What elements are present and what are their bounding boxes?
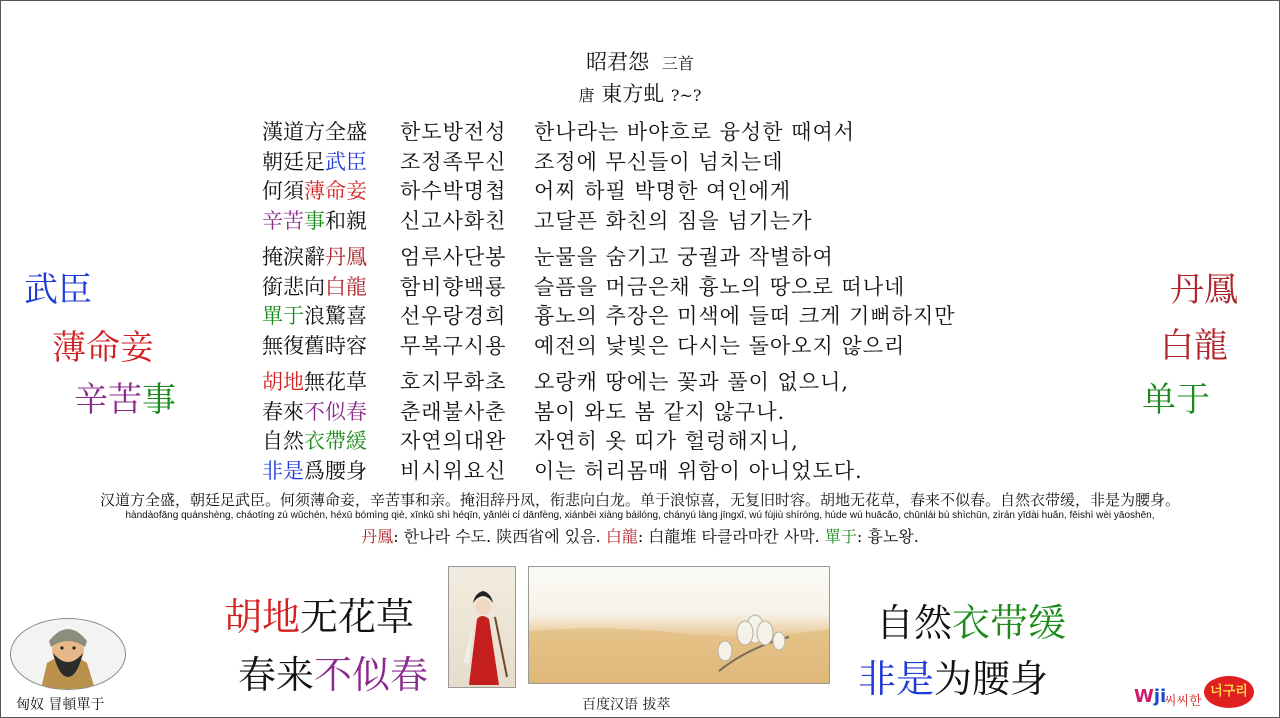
poem-translation: 눈물을 숨기고 궁궐과 작별하여 (534, 245, 834, 269)
poem-hanja-part: 何須 (262, 179, 304, 203)
left-word-ill-fated (52, 320, 154, 369)
poem-hanja (262, 148, 400, 178)
note-part: : 흉노왕. (856, 527, 919, 546)
big-right-line-1 (876, 592, 1066, 647)
poem-hanja-part: 不似春 (304, 399, 367, 424)
poem-body (262, 118, 1042, 486)
wang-zhaojun-painting (448, 566, 516, 688)
poem-line (262, 118, 1042, 148)
poem-hanja-part: 薄命妾 (304, 179, 367, 203)
poem-hanja (262, 332, 400, 362)
poem-hanja-part: 漢道方全盛 (262, 120, 367, 144)
note-part: 單于 (824, 527, 857, 546)
title-main: 昭君怨 (586, 50, 650, 74)
poem-hanja (262, 118, 400, 148)
poem-line (262, 332, 1042, 362)
images-caption: 百度汉语 拔萃 (582, 697, 671, 713)
poem-translation: 고달픈 화친의 짐을 넘기는가 (534, 208, 813, 233)
author-life: ?~? (670, 86, 702, 105)
poem-translation: 오랑캐 땅에는 꽃과 풀이 없으니, (534, 370, 850, 394)
poem-hanja-part: 白龍 (325, 274, 367, 299)
poem-translation: 어찌 하필 박명한 여인에게 (534, 179, 792, 203)
poem-hangul: 엄루사단봉 (400, 245, 507, 269)
poem-hanja (262, 207, 400, 237)
title-sub: 三首 (661, 54, 694, 73)
poem-line (262, 398, 1042, 428)
poem-line (262, 273, 1042, 303)
poem-translation: 이는 허리몸매 위함이 아니었도다. (534, 458, 863, 483)
poem-translation: 흉노의 추장은 미색에 들떠 크게 기뻐하지만 (534, 304, 956, 328)
left-word-part: 事 (142, 380, 176, 420)
poem-line (262, 457, 1042, 487)
poem-line (262, 148, 1042, 178)
left-word-military (24, 262, 92, 311)
big-left-line-2 (238, 644, 428, 699)
right-word-chanyu (1142, 372, 1210, 421)
poem-hanja-part: 事 (304, 208, 325, 233)
left-word-part: 薄命妾 (52, 328, 154, 368)
poem-hanja-part: 無復舊時容 (262, 333, 367, 358)
poem-hanja-part: 丹鳳 (325, 245, 367, 269)
poem-hangul: 춘래불사춘 (400, 399, 507, 424)
poem-hanja (262, 457, 400, 487)
poem-hanja-part: 銜悲向 (262, 274, 325, 299)
portrait-caption: 匈奴 冒頓單于 (16, 697, 105, 713)
poem-hangul: 선우랑경희 (400, 304, 507, 328)
note-part: 丹鳳 (361, 527, 394, 546)
poem-hanja-part: 浪驚喜 (304, 304, 367, 328)
notes-line (0, 524, 1280, 547)
poem-hanja-part: 掩淚辭 (262, 245, 325, 269)
big-left-part: 胡地 (224, 595, 301, 639)
poem-hanja-part: 自然 (262, 429, 304, 453)
logo-small-text: 씨씨한 (1164, 694, 1202, 709)
poem-line (262, 243, 1042, 273)
poem-translation: 자연히 옷 띠가 헐렁해지니, (534, 429, 799, 453)
note-part: : 한나라 수도. 陕西省에 있음. (393, 527, 606, 546)
poem-hanja (262, 302, 400, 332)
big-right-line-2 (858, 648, 1048, 703)
left-word-part: 辛苦 (74, 380, 142, 420)
poem-hanja-part: 衣帶緩 (304, 429, 367, 453)
poem-translation: 한나라는 바야흐로 융성한 때여서 (534, 120, 856, 144)
poem-hanja-part: 非是 (262, 458, 304, 483)
poem-translation: 슬픔을 머금은채 흉노의 땅으로 떠나네 (534, 274, 906, 299)
big-right-part: 为腰身 (934, 657, 1049, 701)
note-part: 白龍 (605, 527, 638, 546)
right-word-part: 丹鳳 (1170, 270, 1238, 310)
poem-translation: 봄이 와도 봄 같지 않구나. (534, 399, 786, 424)
logo-wji: Wji (1134, 686, 1167, 707)
poem-hangul: 하수박명첩 (400, 179, 507, 203)
poem-line (262, 177, 1042, 207)
poem-hanja-part: 武臣 (325, 149, 367, 174)
poem-line (262, 302, 1042, 332)
poem-author (0, 78, 1280, 108)
poem-hanja (262, 398, 400, 428)
poem-hanja-part: 春來 (262, 399, 304, 424)
right-word-bailong (1160, 318, 1228, 367)
poem-hangul: 비시위요신 (400, 458, 507, 483)
poem-hanja-part: 辛苦 (262, 208, 304, 233)
big-left-part: 不似春 (314, 653, 429, 697)
poem-hanja-part: 和親 (325, 208, 367, 233)
poem-translation: 예전의 낯빛은 다시는 돌아오지 않으리 (534, 333, 906, 358)
big-left-part: 无花草 (300, 595, 415, 639)
poem-hangul: 한도방전성 (400, 120, 507, 144)
poem-line (262, 427, 1042, 457)
poem-hangul: 자연의대완 (400, 429, 507, 453)
right-word-danfeng (1170, 262, 1238, 311)
poem-hanja-part: 無花草 (304, 370, 367, 394)
poem-hanja-part: 單于 (262, 304, 304, 328)
poem-hangul: 호지무화초 (400, 370, 507, 394)
simplified-text: 汉道方全盛，朝廷足武臣。何须薄命妾，辛苦事和亲。掩泪辞丹凤，衔悲向白龙。单于浪惊喜，无复旧时容。胡地无花草，春来不似春。自然衣带缓，非是为腰身。 (99, 491, 1180, 509)
left-word-part: 武臣 (24, 270, 92, 310)
poem-hangul: 신고사화친 (400, 208, 507, 233)
note-part: : 白龍堆 타클라마칸 사막. (637, 527, 825, 546)
poem-line (262, 207, 1042, 237)
poem-translation: 조정에 무신들이 넘치는데 (534, 149, 784, 174)
big-right-part: 衣带缓 (952, 601, 1067, 645)
poem-line (262, 368, 1042, 398)
pinyin-text: hàndàofāng quánshèng, cháotíng zú wǔchén, héxū bómìng qiè, xīnkǔ shì héqīn, yǎnlèi cí dānfèng, xiánbēi xiàng báilóng, chányú làng jīngxǐ, wú fùjiù shíróng, húde wú huācǎo, chūnlái bù shìchūn, zìrán yīdài huǎn, fēishì wèi yāoshēn, (125, 510, 1155, 521)
poem-title (0, 46, 1280, 76)
big-left-part: 春来 (238, 653, 315, 697)
big-right-part: 自然 (876, 601, 953, 645)
poem-hanja (262, 368, 400, 398)
big-right-part: 非是 (858, 657, 935, 701)
author-dynasty: 唐 (578, 86, 595, 105)
poem-hanja-part: 朝廷足 (262, 149, 325, 174)
big-left-line-1 (224, 586, 414, 641)
poem-hanja (262, 243, 400, 273)
author-name: 東方虬 (601, 82, 665, 106)
left-word-hardship (74, 372, 176, 421)
brand-logo (1134, 672, 1274, 712)
chanyu-portrait-image (10, 618, 126, 690)
poem-hangul: 함비향백룡 (400, 274, 507, 299)
poem-hanja-part: 爲腰身 (304, 458, 367, 483)
poem-hangul: 무복구시용 (400, 333, 507, 358)
poem-hanja-part: 胡地 (262, 370, 304, 394)
poem-hanja (262, 427, 400, 457)
desert-flower-image (528, 566, 830, 684)
poem-hanja (262, 177, 400, 207)
poem-hanja (262, 273, 400, 303)
right-word-part: 白龍 (1160, 326, 1228, 366)
logo-badge: 너구리 (1204, 676, 1254, 708)
right-word-part: 单于 (1142, 380, 1210, 420)
poem-hangul: 조정족무신 (400, 149, 507, 174)
